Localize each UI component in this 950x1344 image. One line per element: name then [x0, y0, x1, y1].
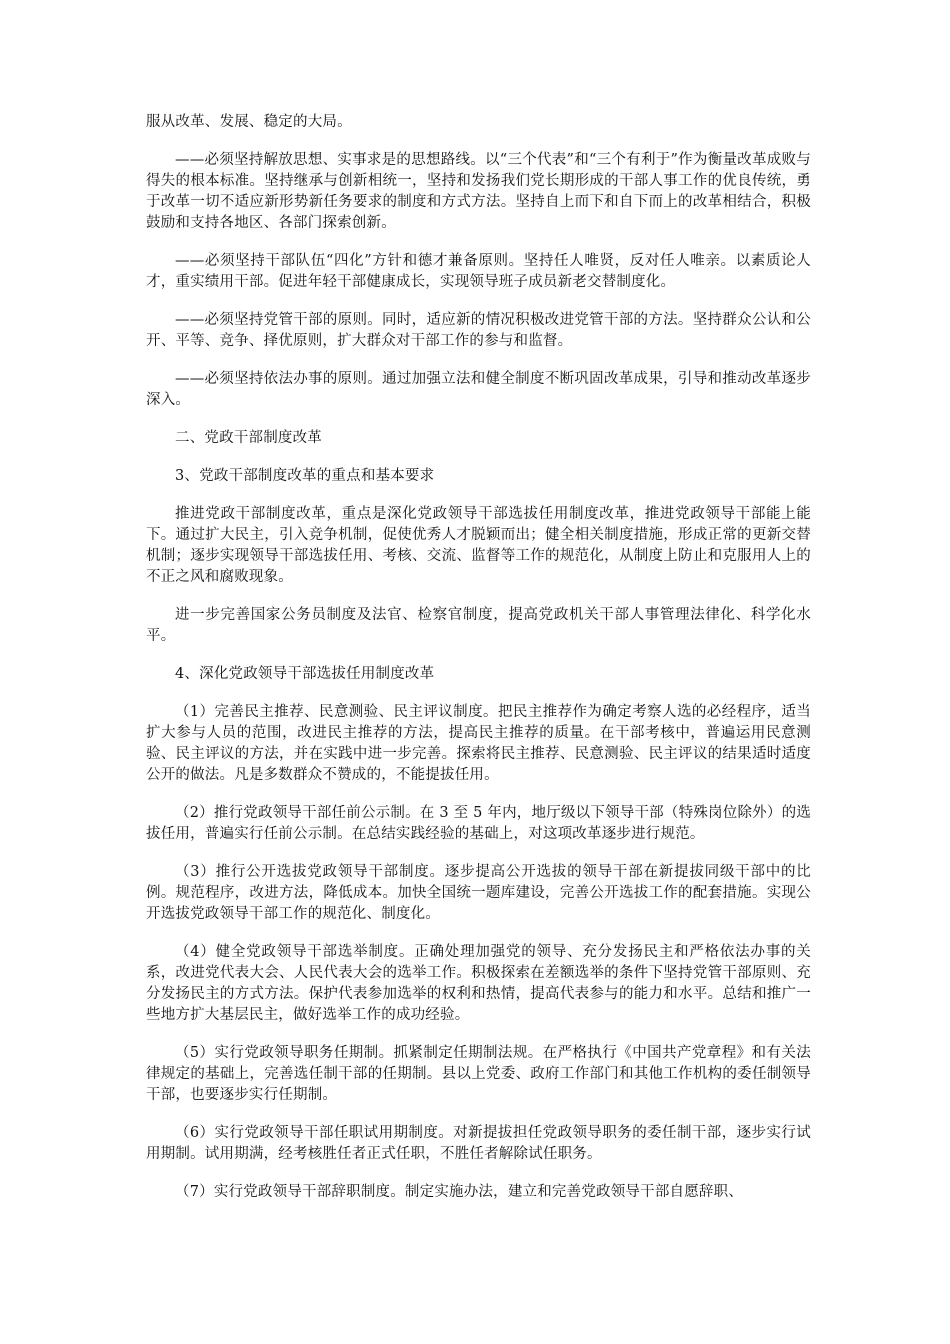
paragraph: ——必须坚持党管干部的原则。同时，适应新的情况积极改进党管干部的方法。坚持群众公认和公开、平等、竞争、择优原则，扩大群众对干部工作的参与和监督。 — [146, 312, 811, 349]
subsection-heading: 3、党政干部制度改革的重点和基本要求 — [175, 468, 435, 484]
paragraph: （4）健全党政领导干部选举制度。正确处理加强党的领导、充分发扬民主和严格依法办事的关系，改进党代表大会、人民代表大会的选举工作。积极探索在差额选举的条件下坚持党管干部原则、充分发扬民主的方式方法。保护代表参加选举的权利和热情，提高代表参与的能力和水平。总结和推广一些地方扩大基层民主，做好选举工作的成功经验。 — [146, 944, 811, 1023]
document-body — [146, 112, 811, 1220]
paragraph: ——必须坚持解放思想、实事求是的思想路线。以“三个代表”和“三个有利于”作为衡量改革成败与得失的根本标准。坚持继承与创新相统一，坚持和发扬我们党长期形成的干部人事工作的优良传统，勇于改革一切不适应新形势新任务要求的制度和方式方法。坚持自上而下和自下而上的改革相结合，积极鼓励和支持各地区、各部门探索创新。 — [146, 152, 811, 231]
paragraph: （6）实行党政领导干部任职试用期制度。对新提拔担任党政领导职务的委任制干部，逐步实行试用期制。试用期满，经考核胜任者正式任职，不胜任者解除试任职务。 — [146, 1125, 811, 1162]
subsection-heading: 4、深化党政领导干部选拔任用制度改革 — [175, 666, 435, 682]
paragraph: （5）实行党政领导职务任期制。抓紧制定任期制法规。在严格执行《中国共产党章程》和有关法律规定的基础上，完善选任制干部的任期制。县以上党委、政府工作部门和其他工作机构的委任制领导干部，也要逐步实行任期制。 — [146, 1045, 811, 1103]
paragraph: （7）实行党政领导干部辞职制度。制定实施办法，建立和完善党政领导干部自愿辞职、 — [175, 1184, 744, 1200]
paragraph: （3）推行公开选拔党政领导干部制度。逐步提高公开选拔的领导干部在新提拔同级干部中的比例。规范程序，改进方法，降低成本。加快全国统一题库建设，完善公开选拔工作的配套措施。实现公开选拔党政领导干部工作的规范化、制度化。 — [146, 864, 811, 922]
section-heading: 二、党政干部制度改革 — [175, 430, 322, 446]
paragraph: 进一步完善国家公务员制度及法官、检察官制度，提高党政机关干部人事管理法律化、科学化水平。 — [146, 607, 811, 644]
paragraph: 推进党政干部制度改革，重点是深化党政领导干部选拔任用制度改革，推进党政领导干部能上能下。通过扩大民主，引入竞争机制，促使优秀人才脱颖而出；健全相关制度措施，形成正常的更新交替机制；逐步实现领导干部选拔任用、考核、交流、监督等工作的规范化，从制度上防止和克服用人上的不正之风和腐败现象。 — [146, 506, 811, 585]
paragraph: 服从改革、发展、稳定的大局。 — [146, 114, 352, 130]
paragraph: ——必须坚持依法办事的原则。通过加强立法和健全制度不断巩固改革成果，引导和推动改革逐步深入。 — [146, 371, 811, 408]
paragraph: ——必须坚持干部队伍“四化”方针和德才兼备原则。坚持任人唯贤，反对任人唯亲。以素质论人才，重实绩用干部。促进年轻干部健康成长，实现领导班子成员新老交替制度化。 — [146, 253, 811, 290]
paragraph: （1）完善民主推荐、民意测验、民主评议制度。把民主推荐作为确定考察人选的必经程序，适当扩大参与人员的范围，改进民主推荐的方法，提高民主推荐的质量。在干部考核中，普遍运用民意测验、民主评议的方法，并在实践中进一步完善。探索将民主推荐、民意测验、民主评议的结果适时适度公开的做法。凡是多数群众不赞成的，不能提拔任用。 — [146, 704, 811, 783]
paragraph: （2）推行党政领导干部任前公示制。在 3 至 5 年内，地厅级以下领导干部（特殊岗位除外）的选拔任用，普遍实行任前公示制。在总结实践经验的基础上，对这项改革逐步进行规范。 — [146, 805, 811, 842]
